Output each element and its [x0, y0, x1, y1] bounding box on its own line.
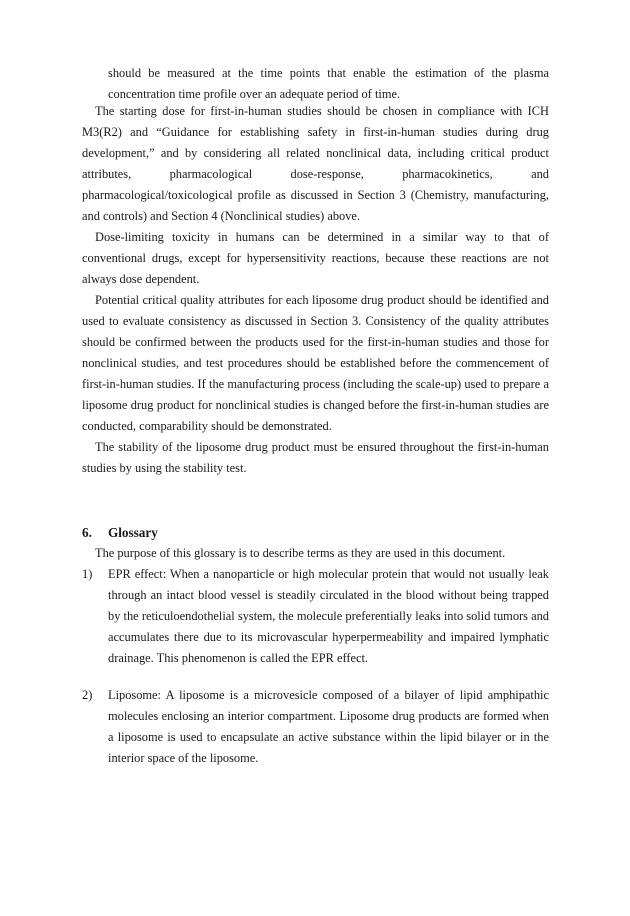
glossary-item-epr-effect — [82, 564, 549, 669]
paragraph-starting-dose: The starting dose for first-in-human studies should be chosen in compliance with ICH M3(R2) and “Guidance for establishing safety in first-in-human studies during drug development,” and by considering all related nonclinical data, including critical product attributes, pharmacological dose-response, pharmacokinetics, and pharmacological/toxicological profile as discussed in Section 3 (Chemistry, manufacturing, and controls) and Section 4 (Nonclinical studies) above. — [82, 104, 549, 223]
paragraph-stability: The stability of the liposome drug product must be ensured throughout the first-in-human studies by using the stability test. — [82, 440, 549, 475]
glossary-item-liposome — [82, 685, 549, 769]
glossary-intro: The purpose of this glossary is to describe terms as they are used in this document. — [95, 546, 506, 560]
glossary-item-text: EPR effect: When a nanoparticle or high molecular protein that would not usually leak through an intact blood vessel is steadily circulated in the blood without being trapped by the reticuloendothelial system, the molecule preferentially leaks into solid tumors and accumulates there due to its microvascular hyperpermeability and impaired lymphatic drainage. This phenomenon is called the EPR effect. — [108, 567, 549, 665]
section-number: 6. — [82, 525, 92, 540]
paragraph-dose-limiting-toxicity: Dose-limiting toxicity in humans can be determined in a similar way to that of conventional drugs, except for hypersensitivity reactions, because these reactions are not always dose dependent. — [82, 230, 549, 286]
section-title: Glossary — [108, 525, 158, 540]
continuation-paragraph: should be measured at the time points that enable the estimation of the plasma concentration time profile over an adequate period of time. — [108, 66, 549, 101]
paragraph-quality-attributes: Potential critical quality attributes for each liposome drug product should be identified and used to evaluate consistency as discussed in Section 3. Consistency of the quality attributes should be confirmed between the products used for the first-in-human studies and those for nonclinical studies, and test procedures should be established before the commencement of first-in-human studies. If the manufacturing process (including the scale-up) used to prepare a liposome drug product for nonclinical studies is changed before the first-in-human studies are conducted, comparability should be demonstrated. — [82, 293, 549, 433]
list-marker: 2) — [82, 688, 93, 702]
section-heading — [82, 522, 158, 543]
glossary-item-text: Liposome: A liposome is a microvesicle composed of a bilayer of lipid amphipathic molecules enclosing an interior compartment. Liposome drug products are formed when a liposome is used to encapsulate an active substance within the lipid bilayer or in the interior space of the liposome. — [108, 688, 549, 765]
body-text — [82, 101, 549, 479]
list-marker: 1) — [82, 567, 93, 581]
